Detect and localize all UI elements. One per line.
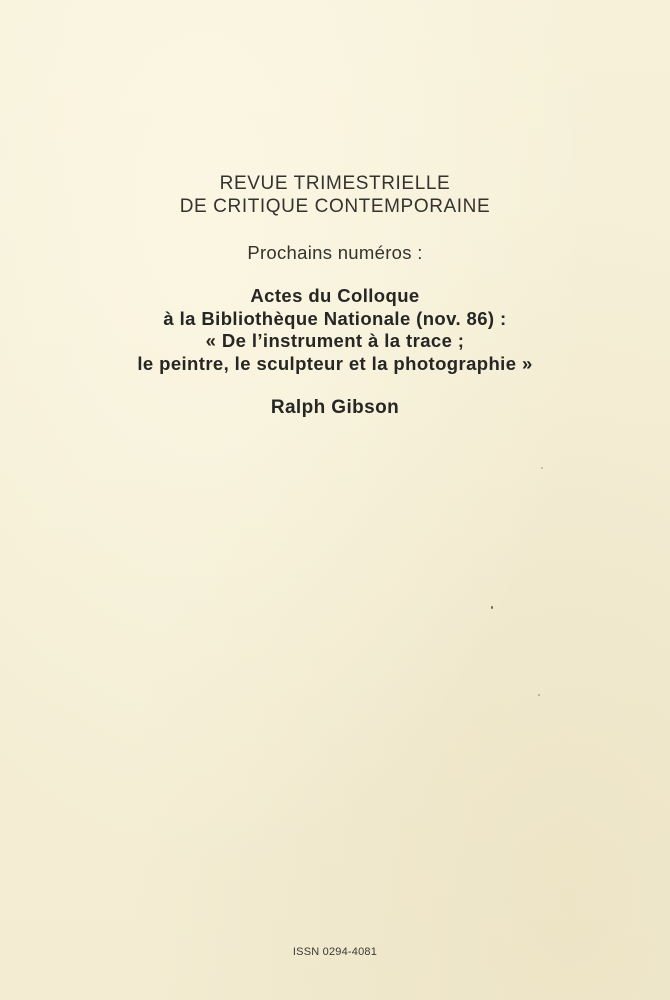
journal-description-line-1: REVUE TRIMESTRIELLE (219, 173, 451, 194)
journal-description-line-2: DE CRITIQUE CONTEMPORAINE (179, 196, 491, 217)
upcoming-issues-label: Prochains numéros : (247, 242, 423, 263)
upcoming-issue-line-2: à la Bibliothèque Nationale (nov. 86) : (163, 307, 507, 329)
paper-speck (538, 694, 540, 696)
upcoming-issue-title (0, 285, 670, 375)
paper-speck (541, 467, 543, 469)
upcoming-issue-line-4: le peintre, le sculpteur et la photographie » (137, 352, 533, 374)
issn-number: ISSN 0294-4081 (292, 946, 378, 958)
journal-description (0, 172, 670, 218)
upcoming-issue-line-1: Actes du Colloque (250, 285, 420, 306)
upcoming-author: Ralph Gibson (270, 397, 400, 418)
upcoming-issue-line-3: « De l’instrument à la trace ; (205, 330, 465, 351)
paper-speck (491, 606, 493, 609)
